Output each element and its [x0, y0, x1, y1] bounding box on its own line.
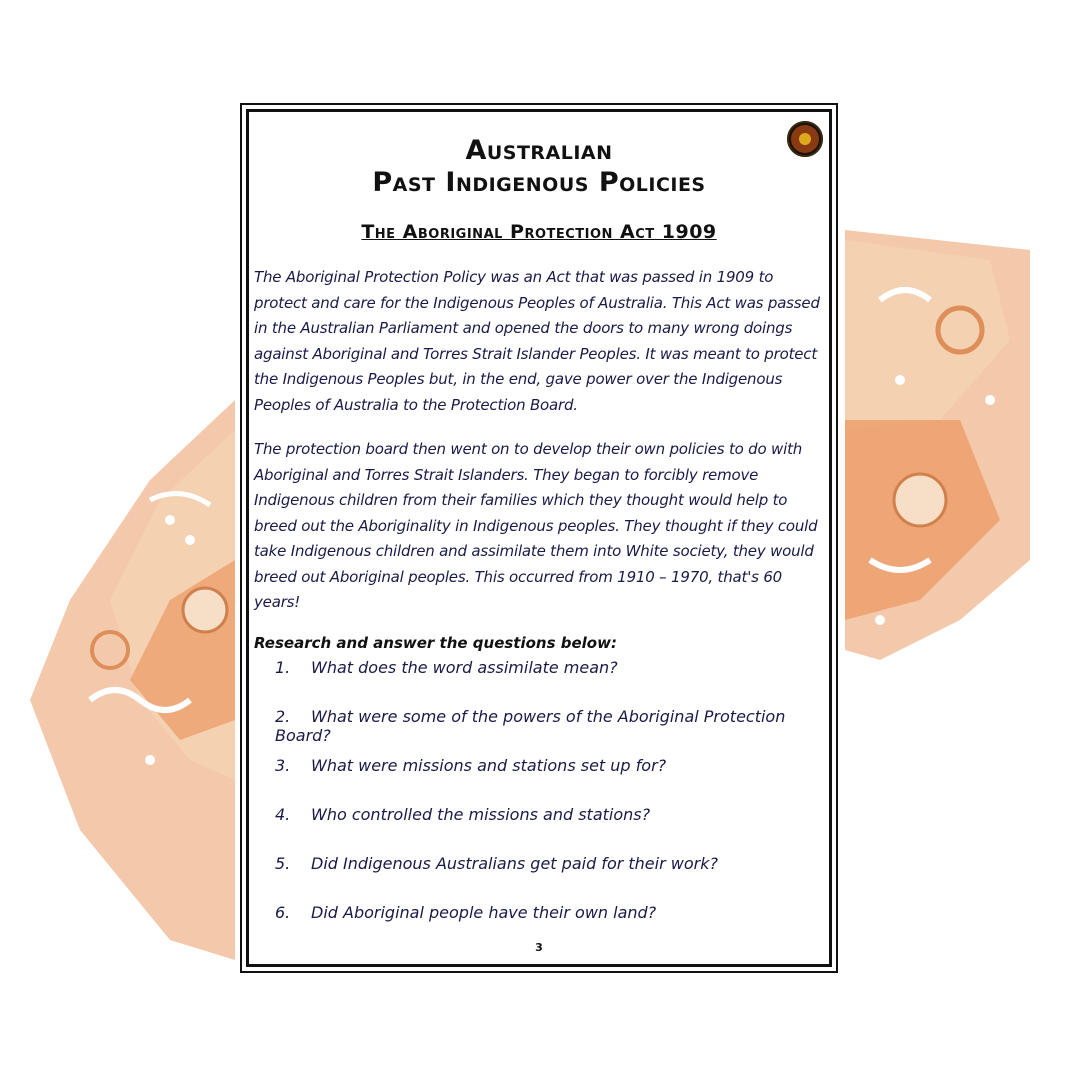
question-text: What does the word assimilate mean?: [311, 658, 618, 677]
question-text: What were some of the powers of the Aboriginal Protection Board?: [275, 707, 786, 745]
question-item: [275, 756, 830, 775]
question-number: 5.: [275, 854, 291, 873]
question-item: [275, 707, 830, 745]
paragraph-2: The protection board then went on to develop their own policies to do with Aboriginal and Torres Strait Islanders. They began to forcibly remove Indigenous children from their families which they thought would help to breed out the Aboriginality in Indigenous peoples. They thought if they could take Indigenous children and assimilate them into White society, they would breed out Aboriginal peoples. This occurred from 1910 – 1970, that's 60 years!: [254, 440, 818, 611]
question-item: [275, 805, 830, 824]
paragraph-1: The Aboriginal Protection Policy was an Act that was passed in 1909 to protect and care for the Indigenous Peoples of Australia. This Act was passed in the Australian Parliament and opened the doors to many wrong doings against Aboriginal and Torres Strait Islander Peoples. It was meant to protect the Indigenous Peoples but, in the end, gave power over the Indigenous Peoples of Australia to the Protection Board.: [254, 268, 820, 414]
question-text: Did Aboriginal people have their own land?: [311, 903, 657, 922]
title-line-2: Past Indigenous Policies: [372, 167, 706, 198]
question-item: [275, 854, 830, 873]
question-number: 3.: [275, 756, 291, 775]
section-heading: The Aboriginal Protection Act 1909: [361, 221, 717, 243]
worksheet-page: [240, 103, 838, 973]
page-number: 3: [535, 941, 543, 954]
question-text: What were missions and stations set up for?: [311, 756, 667, 775]
question-text: Who controlled the missions and stations?: [311, 805, 651, 824]
page-title: [242, 135, 836, 199]
title-line-1: Australian: [465, 135, 613, 166]
research-heading: Research and answer the questions below:: [254, 634, 617, 652]
question-item: [275, 658, 830, 677]
question-number: 6.: [275, 903, 291, 922]
question-number: 1.: [275, 658, 291, 677]
question-item: [275, 903, 830, 922]
question-number: 2.: [275, 707, 291, 726]
question-number: 4.: [275, 805, 291, 824]
question-text: Did Indigenous Australians get paid for their work?: [311, 854, 718, 873]
